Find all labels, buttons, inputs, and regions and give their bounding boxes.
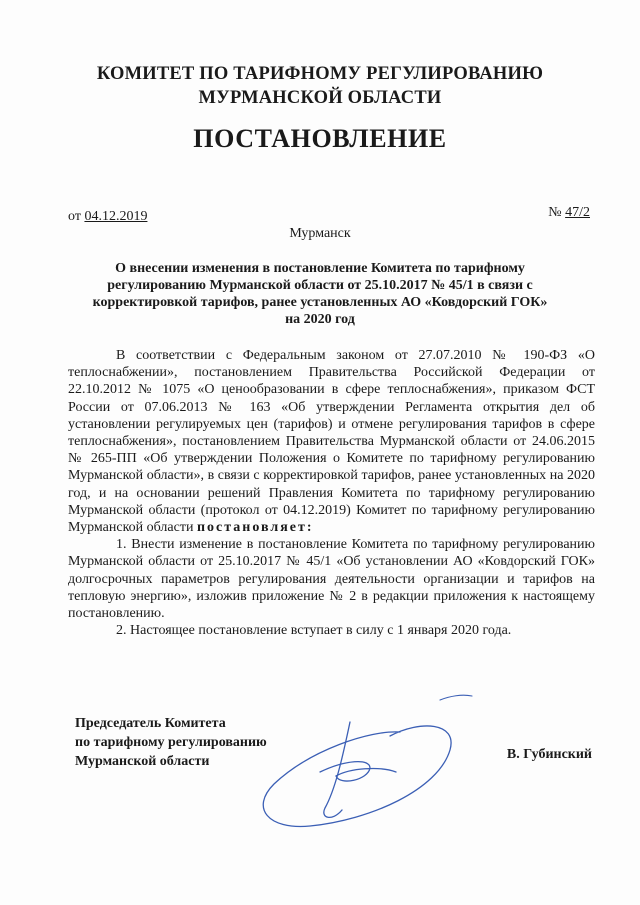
resolves-word: постановляет: — [196, 520, 314, 536]
signature-stroke-4 — [440, 695, 472, 700]
preamble-paragraph — [68, 347, 595, 536]
number-value: 47/2 — [565, 205, 590, 220]
signature-stroke-3 — [263, 726, 451, 827]
organization-name-line1: КОМИТЕТ ПО ТАРИФНОМУ РЕГУЛИРОВАНИЮ — [96, 64, 544, 84]
preamble-text: В соответствии с Федеральным законом от 27.07.2010 № 190-ФЗ «О теплоснабжении», постановлением Правительства Российской Федерации от 22.10.2012 № 1075 «О ценообразовании в сфере теплоснабжения», приказом ФСТ России от 07.06.2013 № 163 «Об утверждении Регламента открытия дел об установлении регулируемых цен (тарифов) и отмене регулирования тарифов в сфере теплоснабжения», постановлением Правительства Мурманской области от 24.06.2015 № 265-ПП «Об утверждении Положения о Комитете по тарифному регулированию Мурманской области», в связи с корректировкой тарифов, ранее установленных на 2020 год, и на основании решений Правления Комитета по тарифному регулированию Мурманской области (протокол от 04.12.2019) Комитет по тарифному регулированию Мурманской области — [68, 348, 595, 536]
item-1-paragraph: 1. Внести изменение в постановление Комитета по тарифному регулированию Мурманской области от 25.10.2017 № 45/1 «Об установлении АО «Ковдорский ГОК» долгосрочных параметров регулирования деятельности организации и тарифов на тепловую энергию», изложив приложение № 2 в редакции приложения к настоящему постановлению. — [68, 537, 595, 622]
document-type: ПОСТАНОВЛЕНИЕ — [193, 124, 447, 153]
date-prefix: от — [68, 209, 81, 224]
position-line3: Мурманской области — [75, 754, 210, 769]
document-body — [68, 347, 595, 639]
subject-line4: на 2020 год — [285, 312, 355, 327]
item-2-paragraph: 2. Настоящее постановление вступает в силу с 1 января 2020 года. — [116, 623, 512, 639]
document-city: Мурманск — [289, 226, 351, 241]
document-date — [68, 209, 147, 225]
subject-line2: регулированию Мурманской области от 25.10.2017 № 45/1 в связи с — [107, 278, 533, 293]
signatory-position — [75, 714, 267, 771]
position-line2: по тарифному регулированию — [75, 735, 267, 750]
signatory-name: В. Губинский — [506, 747, 592, 762]
document-number — [548, 205, 590, 221]
position-line1: Председатель Комитета — [75, 716, 226, 731]
number-prefix: № — [548, 205, 562, 220]
subject-line1: О внесении изменения в постановление Комитета по тарифному — [115, 261, 525, 276]
document-subject — [80, 260, 560, 328]
signature-stroke-2 — [320, 762, 396, 781]
organization-name-line2: МУРМАНСКОЙ ОБЛАСТИ — [198, 88, 442, 108]
subject-line3: корректировкой тарифов, ранее установленных АО «Ковдорский ГОК» — [92, 295, 548, 310]
handwritten-signature — [250, 680, 490, 840]
organization-name — [60, 62, 580, 110]
date-value: 04.12.2019 — [84, 209, 148, 224]
signature-stroke-1 — [324, 722, 350, 817]
